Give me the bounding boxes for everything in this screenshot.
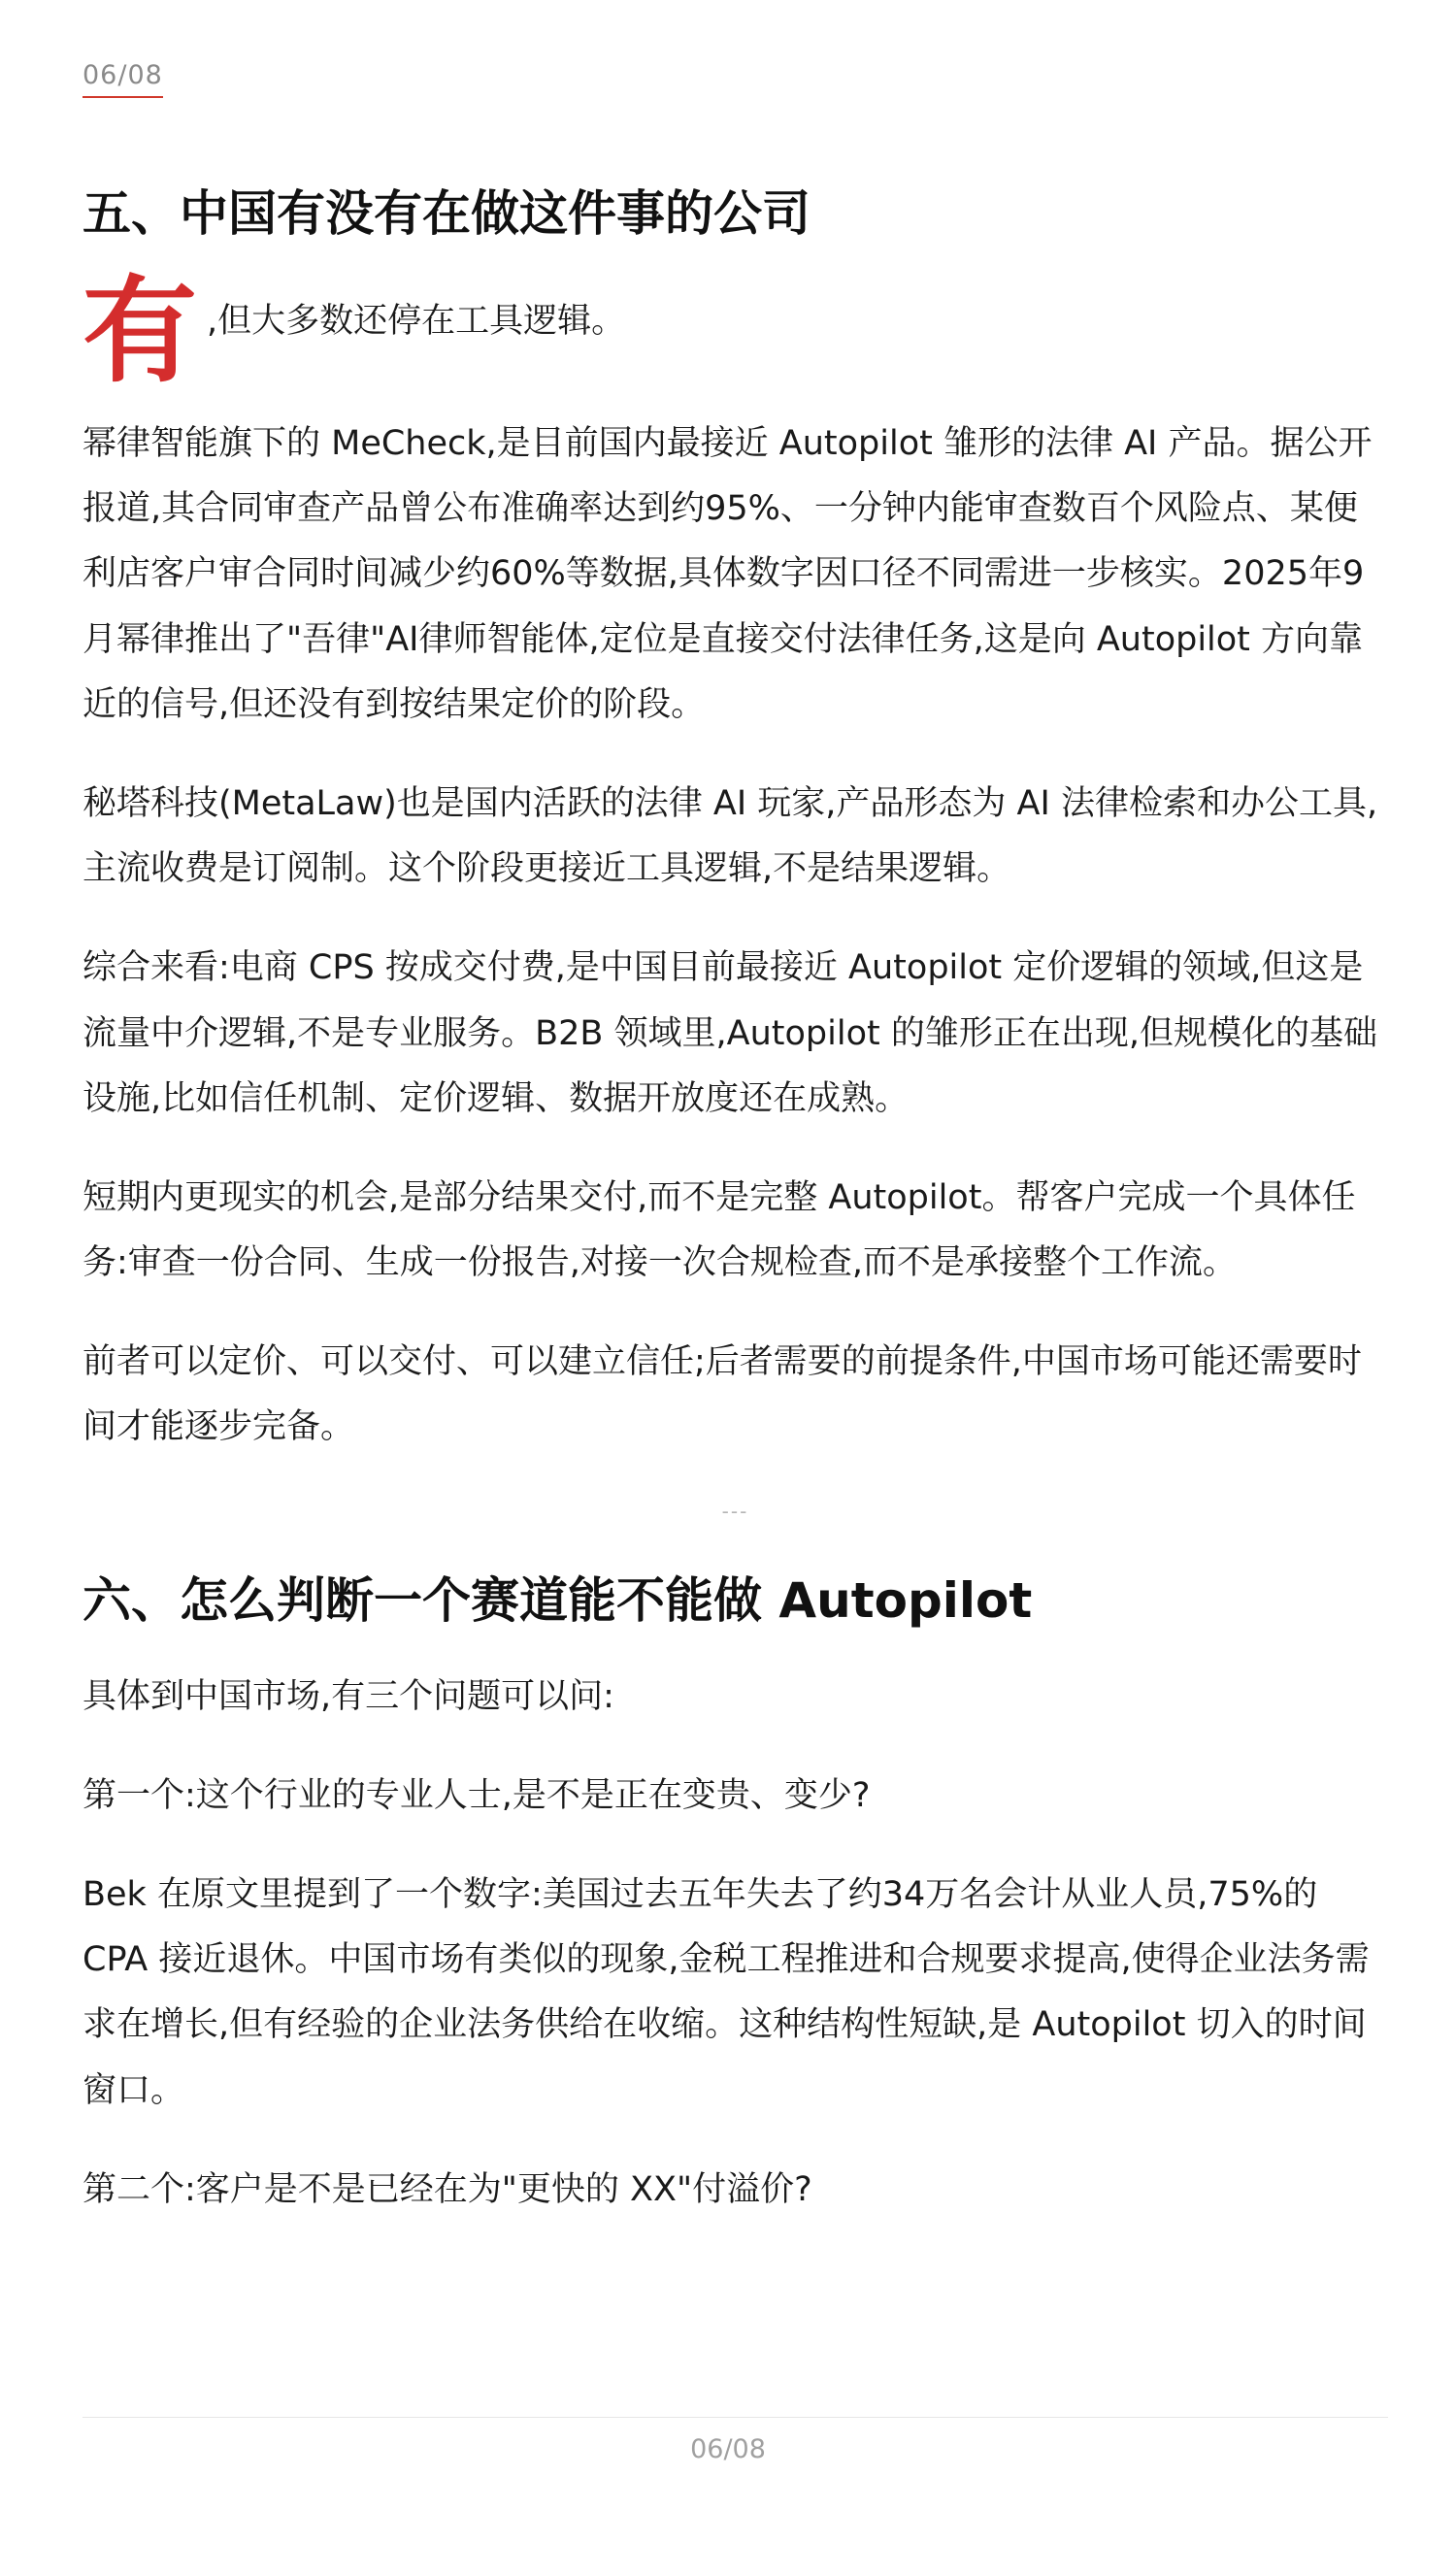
paragraph: 第一个:这个行业的专业人士,是不是正在变贵、变少? (83, 1775, 871, 1815)
footer-divider (83, 2417, 1388, 2418)
section-6-heading: 六、怎么判断一个赛道能不能做 Autopilot (83, 1571, 1033, 1629)
page-indicator-top: 06/08 (83, 60, 163, 98)
paragraph: 幂律智能旗下的 MeCheck,是目前国内最接近 Autopilot 雏形的法律 AI 产品。据公开报道,其合同审查产品曾公布准确率达到约95%、一分钟内能审查数百个风险点、某便利店客户审合同时间减少约60%等数据,具体数字因口径不同需进一步核实。2025年9月幂律推出了"吾律"AI律师智能体,定位是直接交付法律任务,这是向 Autopilot 方向靠近的信号,但还没有到按结果定价的阶段。 (83, 424, 1373, 724)
paragraph: 秘塔科技(MetaLaw)也是国内活跃的法律 AI 玩家,产品形态为 AI 法律检索和办公工具,主流收费是订阅制。这个阶段更接近工具逻辑,不是结果逻辑。 (83, 783, 1378, 889)
paragraph: 具体到中国市场,有三个问题可以问: (83, 1676, 614, 1716)
section-5-lead (83, 264, 1388, 398)
paragraph: 短期内更现实的机会,是部分结果交付,而不是完整 Autopilot。帮客户完成一个具体任务:审查一份合同、生成一份报告,对接一次合规检查,而不是承接整个工作流。 (83, 1177, 1356, 1283)
section-5-heading: 五、中国有没有在做这件事的公司 (83, 185, 811, 242)
section-divider: --- (721, 1499, 749, 1523)
paragraph: 第二个:客户是不是已经在为"更快的 XX"付溢价? (83, 2169, 812, 2209)
drop-cap: 有 (83, 264, 198, 398)
page-indicator-bottom: 06/08 (690, 2434, 766, 2464)
paragraph: Bek 在原文里提到了一个数字:美国过去五年失去了约34万名会计从业人员,75%的 CPA 接近退休。中国市场有类似的现象,金税工程推进和合规要求提高,使得企业法务需求在增长,但有经验的企业法务供给在收缩。这种结构性短缺,是 Autopilot 切入的时间窗口。 (83, 1875, 1370, 2110)
paragraph: 综合来看:电商 CPS 按成交付费,是中国目前最接近 Autopilot 定价逻辑的领域,但这是流量中介逻辑,不是专业服务。B2B 领域里,Autopilot 的雏形正在出现,但规模化的基础设施,比如信任机制、定价逻辑、数据开放度还在成熟。 (83, 948, 1377, 1118)
paragraph: 前者可以定价、可以交付、可以建立信任;后者需要的前提条件,中国市场可能还需要时间才能逐步完备。 (83, 1342, 1362, 1447)
article-body (83, 184, 1388, 2257)
lead-text: ,但大多数还停在工具逻辑。 (207, 302, 626, 341)
